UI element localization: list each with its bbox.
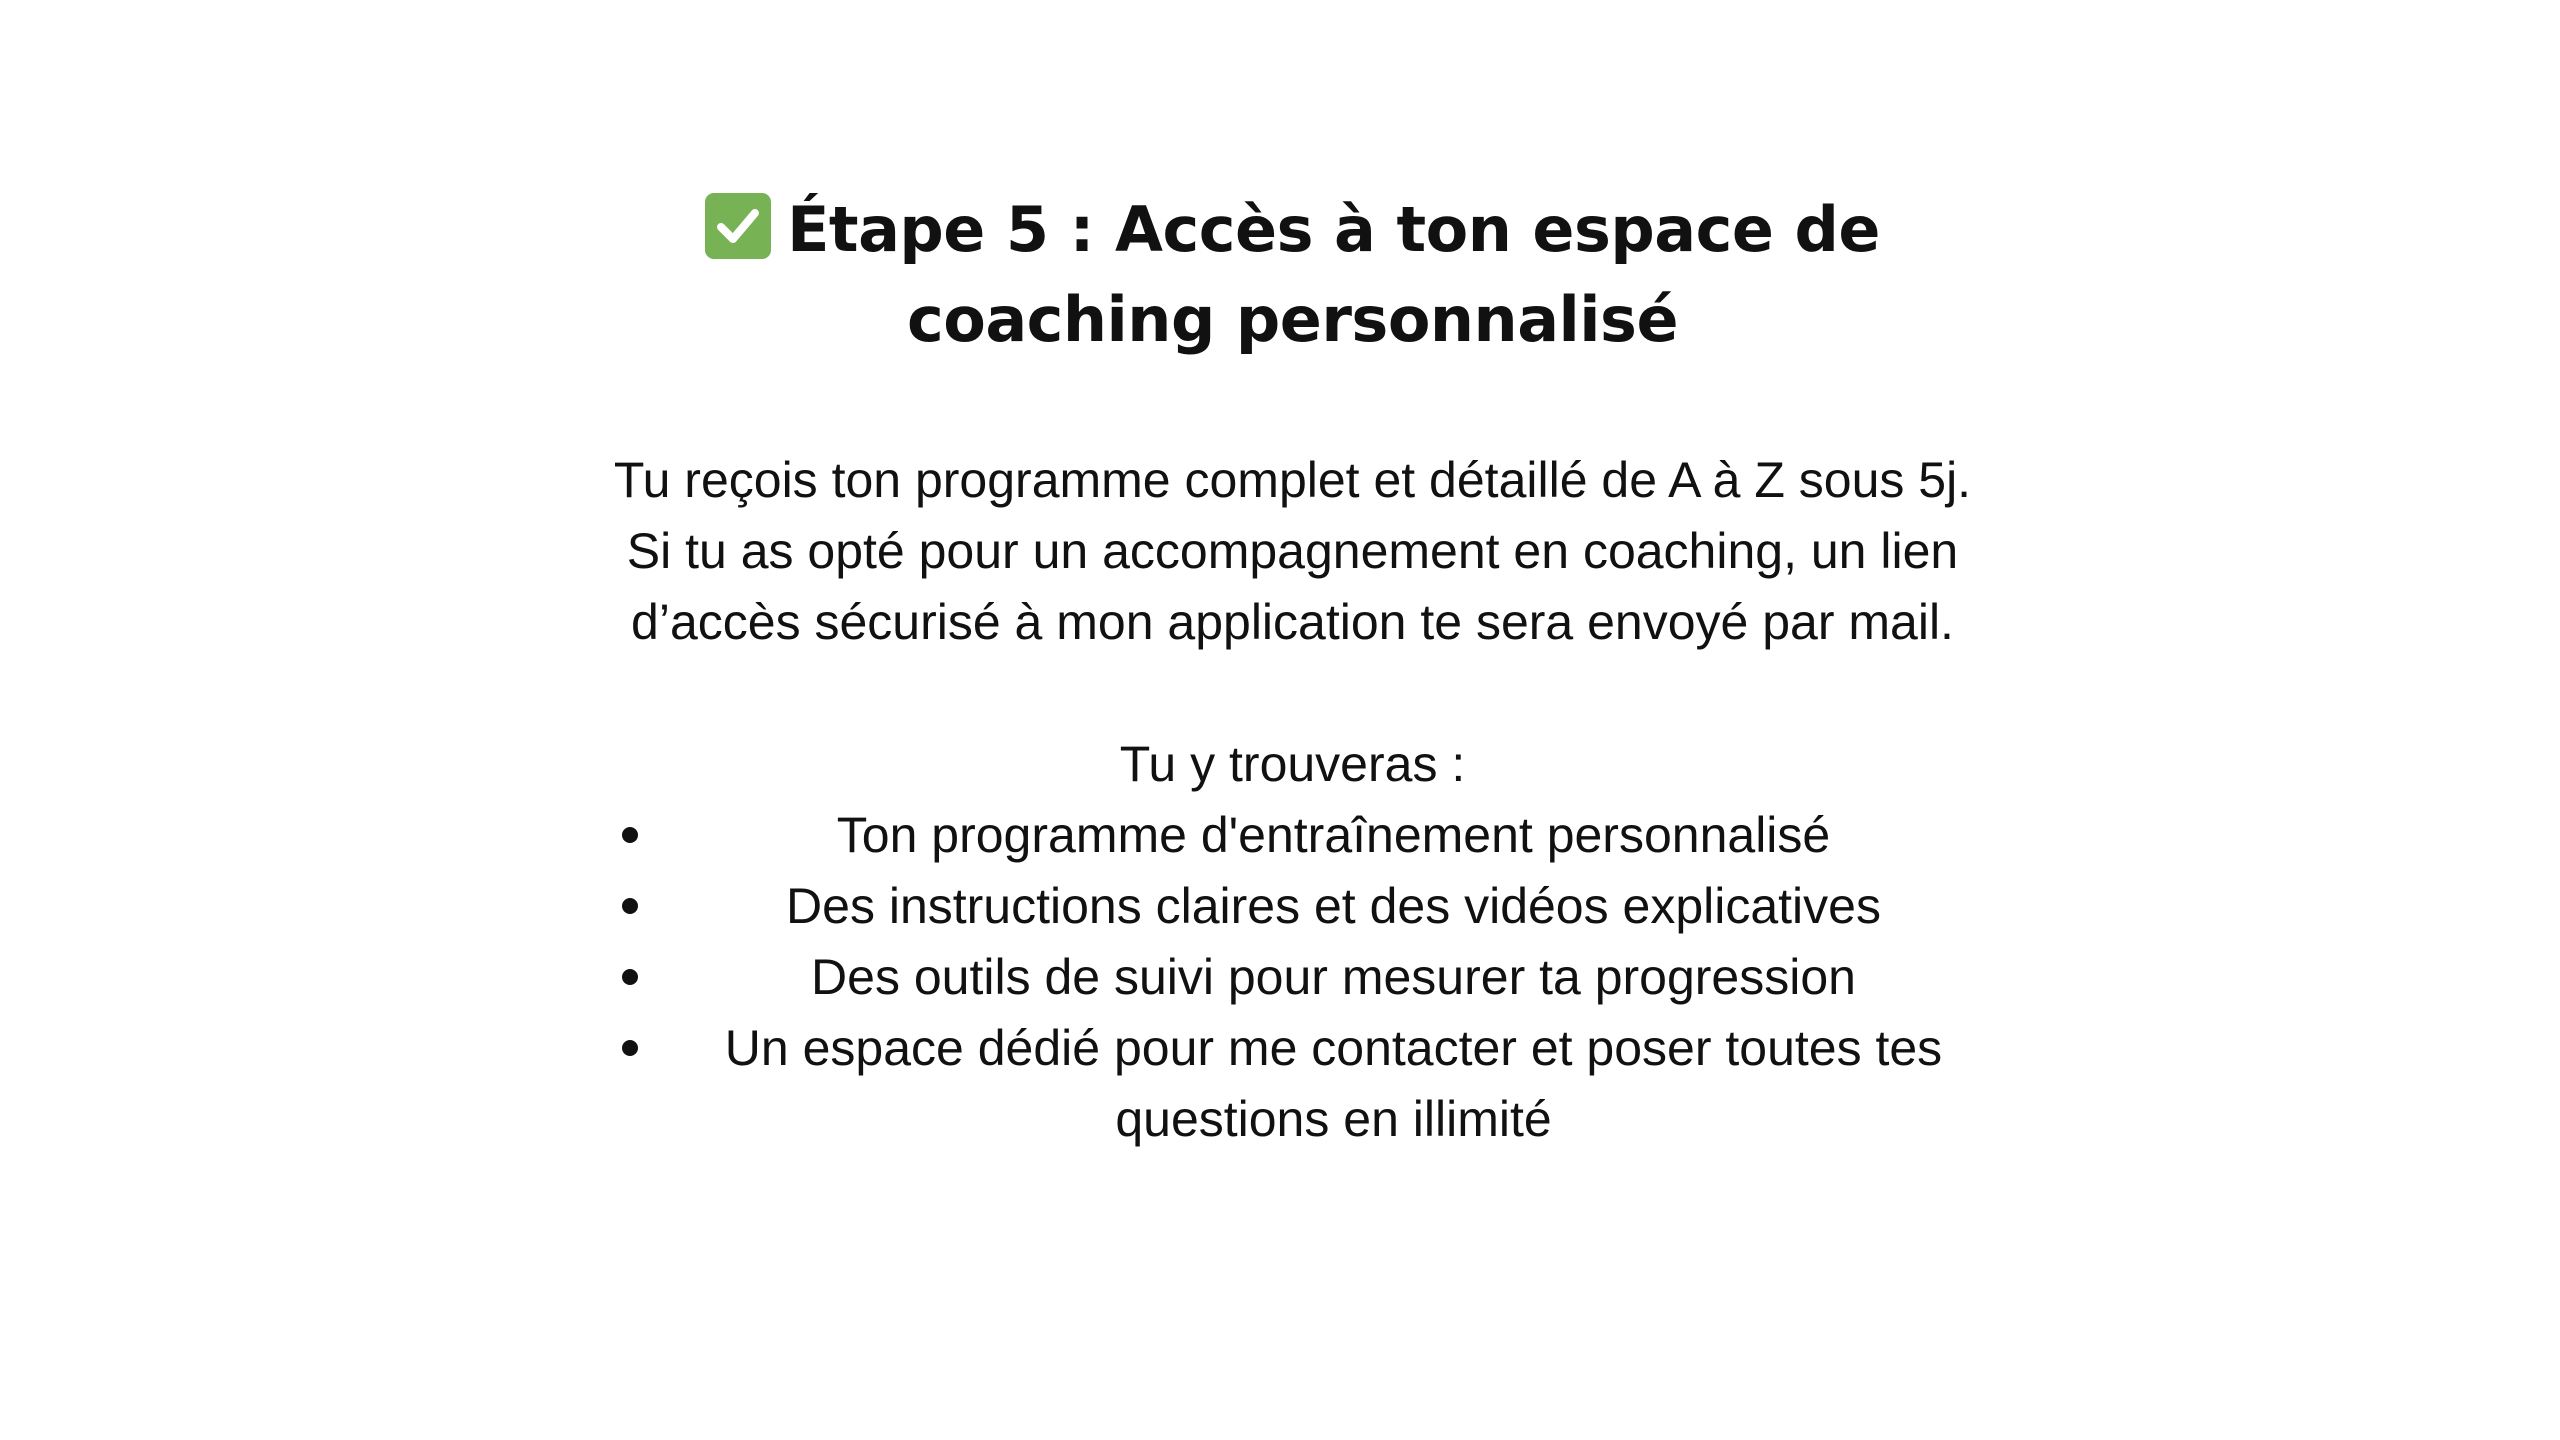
list-item-text: Ton programme d'entraînement personnalisé	[836, 807, 1831, 863]
bullet-icon	[622, 969, 638, 985]
list-item	[600, 942, 1985, 1013]
check-mark-button-icon	[705, 193, 771, 259]
features-intro: Tu y trouveras :	[1119, 736, 1466, 792]
step-title-text: Étape 5 : Accès à ton espace de coaching personnalisé	[787, 193, 1880, 356]
intro-line-program: Tu reçois ton programme complet et détaillé de A à Z sous 5j.	[613, 452, 1972, 508]
bullet-icon	[622, 898, 638, 914]
list-item	[600, 871, 1985, 942]
features-list	[600, 800, 1985, 1155]
intro-line-coaching: Si tu as opté pour un accompagnement en coaching, un lien d’accès sécurisé à mon application te sera envoyé par mail.	[626, 523, 1959, 650]
spacer	[600, 658, 1985, 729]
list-item-text: Des outils de suivi pour mesurer ta progression	[811, 949, 1856, 1005]
intro-paragraph	[600, 445, 1985, 658]
list-item	[600, 800, 1985, 871]
list-item	[600, 1013, 1985, 1155]
content-block	[600, 185, 1985, 1155]
list-item-text: Un espace dédié pour me contacter et poser toutes tes questions en illimité	[724, 1020, 1943, 1147]
bullet-icon	[622, 827, 638, 843]
bullet-icon	[622, 1040, 638, 1056]
step-title	[600, 185, 1985, 365]
list-item-text: Des instructions claires et des vidéos explicatives	[786, 878, 1881, 934]
